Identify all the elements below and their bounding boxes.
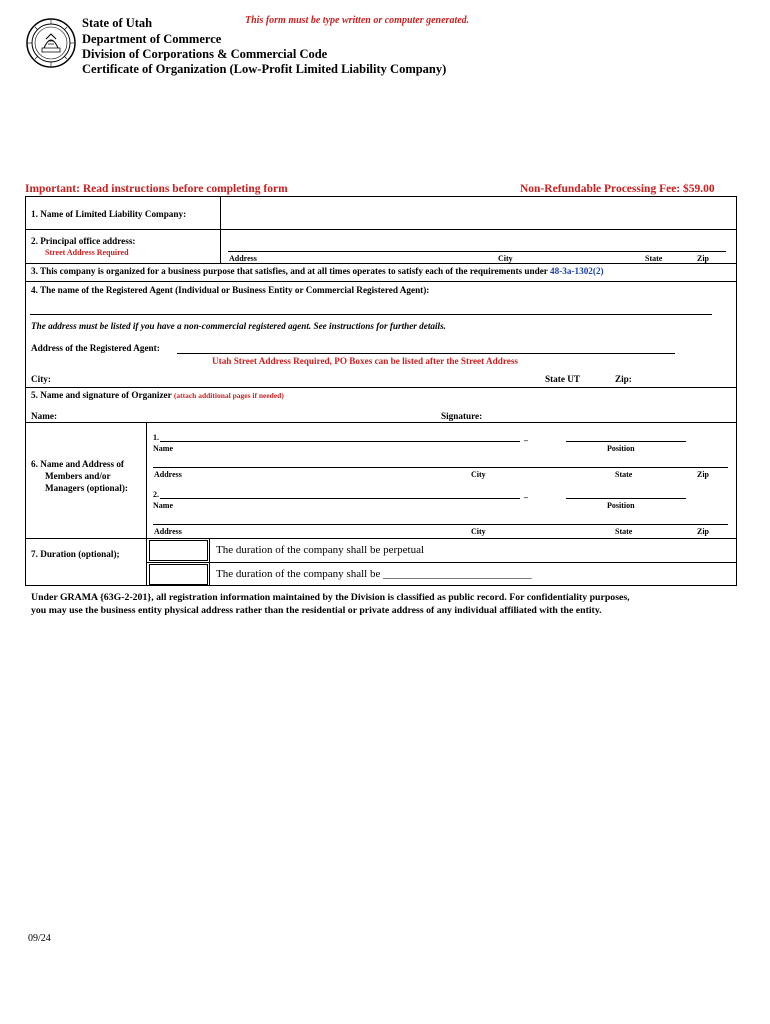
city-caption: City [498, 254, 513, 263]
agent-zip-field[interactable] [636, 370, 731, 385]
member-2-position-line [566, 498, 686, 499]
member-2-city-caption: City [471, 527, 486, 536]
member-1-address-line [153, 467, 728, 468]
section-5-label [31, 390, 284, 400]
perpetual-duration-option: The duration of the company shall be perpetual [216, 544, 425, 556]
member-1-position-field[interactable] [566, 428, 686, 441]
form-title: Certificate of Organization (Low-Profit Limited Liability Company) [82, 62, 447, 76]
row-divider [25, 422, 737, 423]
section-4-label: 4. The name of the Registered Agent (Individual or Business Entity or Commercial Registered Agent): [31, 285, 430, 295]
agent-city-label: City: [31, 374, 51, 384]
section-7-label: 7. Duration (optional); [31, 549, 120, 559]
duration-length-field[interactable] [388, 566, 544, 581]
company-name-field[interactable] [222, 198, 735, 228]
member-1-name-caption: Name [153, 444, 173, 453]
organizer-name-label: Name: [31, 411, 58, 421]
grama-notice-line1: Under GRAMA {63G-2-201}, all registration information maintained by the Division is classified as public record. For confidentiality purposes, [31, 592, 630, 603]
column-divider [146, 422, 147, 586]
section-3-statement: 3. This company is organized for a business purpose that satisfies, and at all times operates to satisfy each of the requirements under [31, 266, 548, 276]
member-1-state-caption: State [615, 470, 633, 479]
row-divider [25, 263, 737, 264]
agent-address-field[interactable] [177, 340, 675, 353]
statute-reference-link[interactable]: 48-3a-1302(2) [550, 266, 604, 276]
section-5-title: 5. Name and signature of Organizer [31, 390, 172, 400]
member-2-address-field[interactable] [153, 512, 728, 524]
row-divider [147, 562, 737, 563]
state-caption: State [645, 254, 663, 263]
member-1-zip-caption: Zip [697, 470, 710, 479]
agent-name-line [30, 314, 712, 315]
section-6-label-line3: Managers (optional): [45, 483, 128, 493]
agent-city-field[interactable] [58, 370, 538, 385]
header-state: State of Utah [82, 16, 153, 30]
processing-fee: Non-Refundable Processing Fee: $59.00 [520, 183, 715, 195]
member-2-name-line [160, 498, 520, 499]
grama-notice-line2: you may use the business entity physical address rather than the residential or private address of any individual affiliated with the entity. [31, 605, 602, 616]
member-2-address-caption: Address [154, 527, 182, 536]
section-2-label: 2. Principal office address: [31, 236, 136, 246]
agent-address-label: Address of the Registered Agent: [31, 343, 160, 353]
column-divider [209, 538, 210, 586]
principal-address-field[interactable] [222, 231, 735, 251]
member-1-name-line [160, 441, 520, 442]
member-2-number: 2. [153, 490, 159, 499]
row-divider [25, 387, 737, 388]
member-2-name-field[interactable] [160, 485, 520, 498]
street-address-required: Street Address Required [45, 248, 129, 257]
registered-agent-name-field[interactable] [30, 298, 712, 314]
agent-address-line [177, 353, 675, 354]
organizer-name-field[interactable] [62, 406, 432, 421]
organizer-signature-field[interactable] [490, 406, 730, 421]
agent-state-label: State UT [545, 374, 580, 384]
address-line [228, 251, 726, 252]
typewritten-notice: This form must be type written or computer generated. [245, 15, 470, 26]
organizer-signature-label: Signature: [441, 411, 483, 421]
member-1-address-caption: Address [154, 470, 182, 479]
member-2-state-caption: State [615, 527, 633, 536]
state-of-utah-seal [26, 18, 76, 68]
column-divider [220, 196, 221, 263]
header-division: Division of Corporations & Commercial Code [82, 47, 328, 61]
perpetual-duration-checkbox[interactable] [149, 540, 208, 561]
member-2-name-caption: Name [153, 501, 173, 510]
header-department: Department of Commerce [82, 32, 222, 46]
member-2-zip-caption: Zip [697, 527, 710, 536]
member-1-name-field[interactable] [160, 428, 520, 441]
section-3-text [31, 266, 604, 276]
utah-address-required: Utah Street Address Required, PO Boxes can be listed after the Street Address [212, 356, 518, 366]
member-2-address-line [153, 524, 728, 525]
section-1-label: 1. Name of Limited Liability Company: [31, 209, 187, 219]
row-divider [25, 229, 737, 230]
member-1-city-caption: City [471, 470, 486, 479]
section-6-label-line2: Members and/or [45, 471, 111, 481]
member-1-position-caption: Position [607, 444, 635, 453]
member-1-number: 1. [153, 433, 159, 442]
member-2-position-caption: Position [607, 501, 635, 510]
non-commercial-agent-note: The address must be listed if you have a non-commercial registered agent. See instructions for further details. [31, 321, 446, 331]
attach-pages-note: (attach additional pages if needed) [173, 391, 284, 400]
limited-duration-checkbox[interactable] [149, 564, 208, 585]
zip-caption: Zip [697, 254, 710, 263]
row-divider [25, 281, 737, 282]
address-caption: Address [229, 254, 257, 263]
section-6-label-line1: 6. Name and Address of [31, 459, 124, 469]
important-notice: Important: Read instructions before completing form [25, 183, 288, 195]
member-1-address-field[interactable] [153, 455, 728, 467]
row-divider [25, 538, 737, 539]
member-1-position-line [566, 441, 686, 442]
form-version: 09/24 [28, 933, 51, 944]
agent-zip-label: Zip: [615, 374, 632, 384]
member-2-position-field[interactable] [566, 485, 686, 498]
limited-duration-option: The duration of the company shall be ___________________________ [216, 568, 532, 580]
